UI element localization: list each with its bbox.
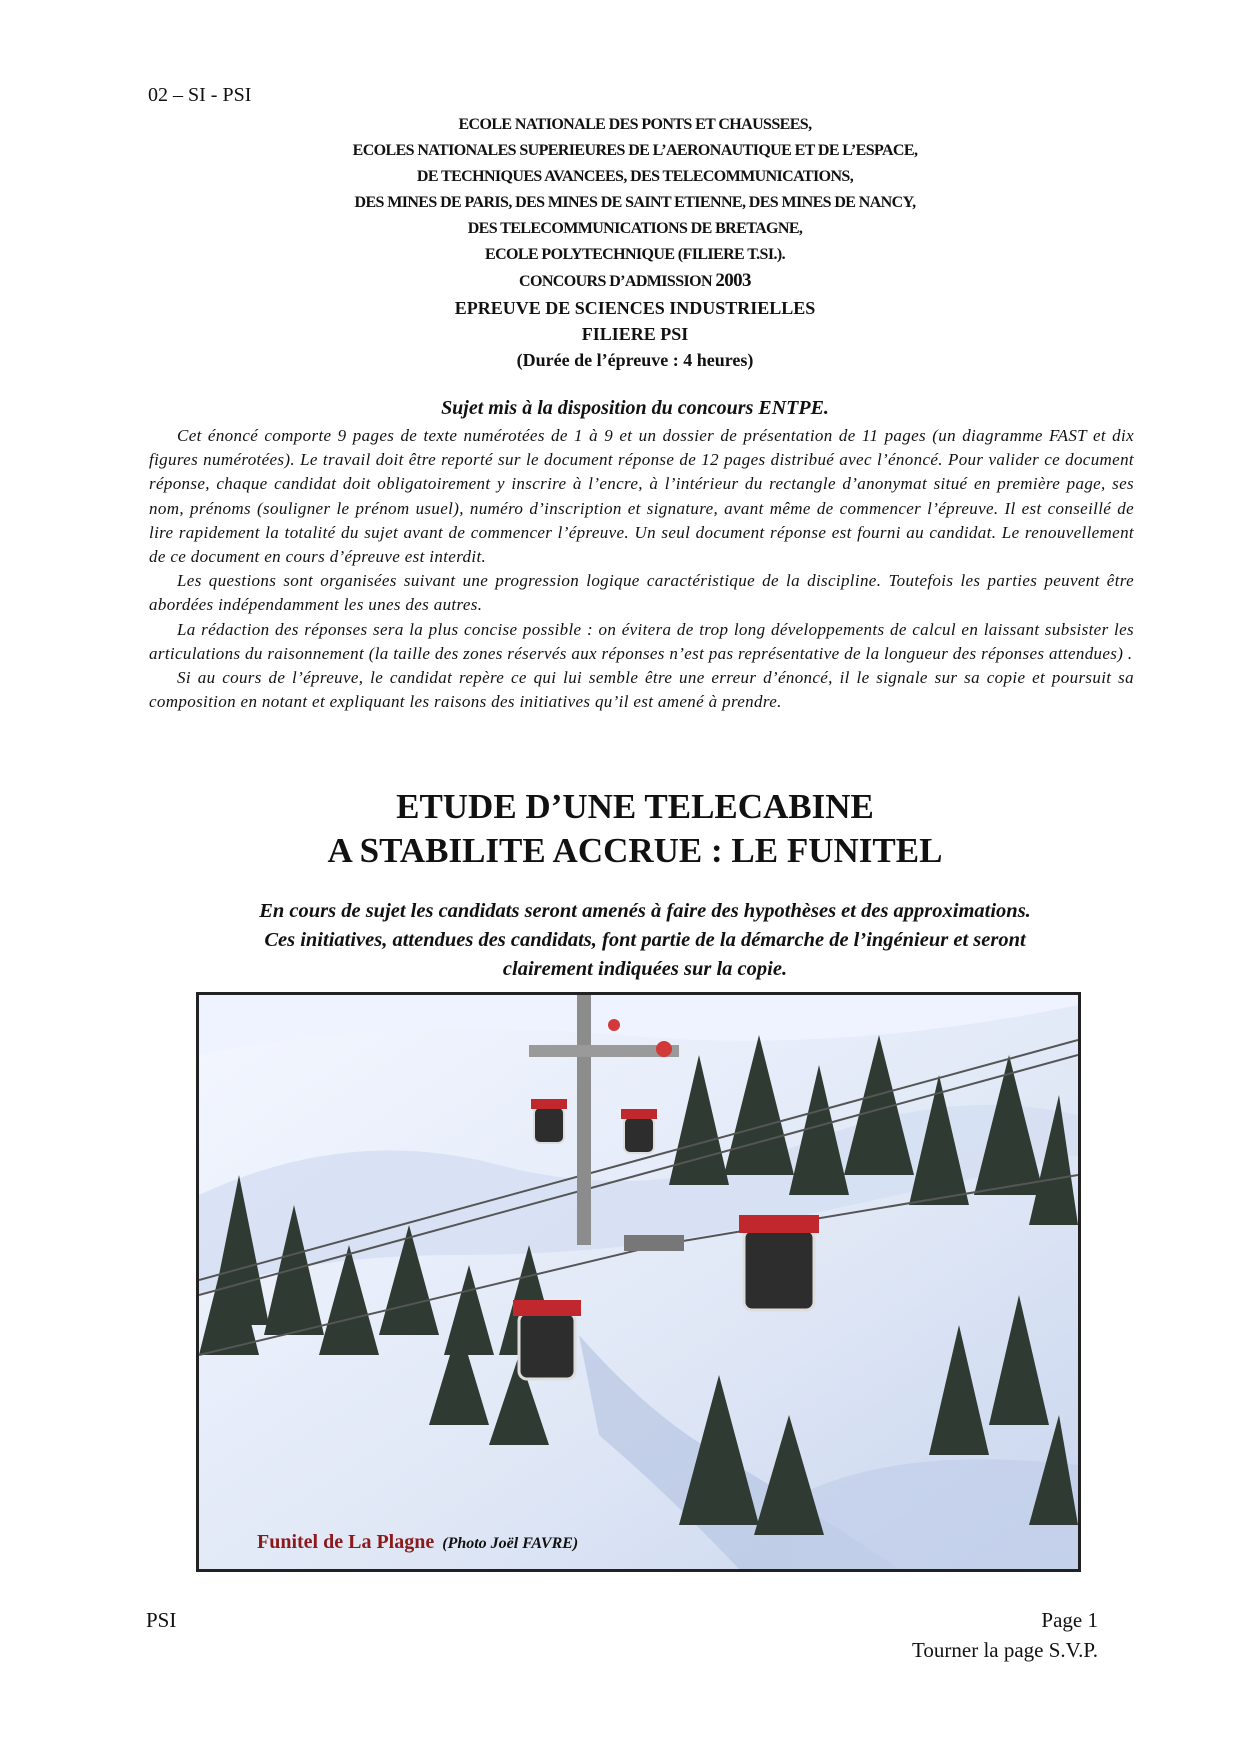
title-line-1: ETUDE D’UNE TELECABINE: [396, 787, 874, 826]
page-code: 02 – SI - PSI: [148, 84, 252, 106]
instruction-paragraph: La rédaction des réponses sera la plus concise possible : on évitera de trop long développements de calcul en laissant subsister les articulations du raisonnement (la taille des zones réservés aux réponses n’est pas représentative de la longueur des réponses attendues) .: [149, 619, 1134, 663]
header-line: DES MINES DE PARIS, DES MINES DE SAINT ETIENNE, DES MINES DE NANCY,: [354, 194, 916, 211]
note: [150, 897, 1140, 984]
instruction-paragraph: Cet énoncé comporte 9 pages de texte numérotées de 1 à 9 et un dossier de présentation de 11 pages (un diagramme FAST et dix figures numérotées). Le travail doit être reporté sur le document réponse de 12 pages distribué avec l’énoncé. Pour valider ce document réponse, chaque candidat doit obligatoirement y inscrire à l’encre, à l’intérieur du rectangle d’anonymat situé en première page, ses nom, prénoms (souligner le prénom usuel), numéro d’inscription et signature, avant même de commencer l’épreuve. Il est conseillé de lire rapidement la totalité du sujet avant de commencer l’épreuve. Un seul document réponse est fourni au candidat. Le renouvellement de ce document en cours d’épreuve est interdit.: [149, 426, 1134, 567]
header-line: ECOLE POLYTECHNIQUE (FILIERE T.SI.).: [485, 246, 785, 263]
turn-page-note: Tourner la page S.V.P.: [912, 1638, 1098, 1662]
photo-illustration: [199, 995, 1078, 1569]
title-line-2: A STABILITE ACCRUE : LE FUNITEL: [327, 831, 943, 870]
duration: (Durée de l’épreuve : 4 heures): [516, 350, 754, 370]
page-number: Page 1: [1041, 1608, 1098, 1632]
caption-credit: (Photo Joël FAVRE): [442, 1535, 579, 1552]
header-line: ECOLES NATIONALES SUPERIEURES DE L’AERONAUTIQUE ET DE L’ESPACE,: [352, 142, 918, 159]
instruction-paragraph: Les questions sont organisées suivant une progression logique caractéristique de la discipline. Toutefois les parties peuvent être abordées indépendamment les unes des autres.: [149, 571, 1134, 615]
instruction-paragraph: Si au cours de l’épreuve, le candidat repère ce qui lui semble être une erreur d’énoncé, il le signale sur sa copie et poursuit sa composition en notant et expliquant les raisons des initiatives qu’il est amené à prendre.: [149, 668, 1134, 712]
instructions: [149, 424, 1134, 714]
filiere-title: FILIERE PSI: [581, 324, 689, 344]
header-line: ECOLE NATIONALE DES PONTS ET CHAUSSEES,: [458, 116, 812, 133]
header-line: DE TECHNIQUES AVANCEES, DES TELECOMMUNICATIONS,: [416, 168, 854, 185]
epreuve-title: EPREUVE DE SCIENCES INDUSTRIELLES: [454, 298, 816, 318]
note-line-3: clairement indiquées sur la copie.: [502, 958, 788, 980]
exam-header: [150, 112, 1120, 373]
header-line: DES TELECOMMUNICATIONS DE BRETAGNE,: [467, 220, 803, 237]
concours-line: [150, 268, 1120, 295]
funitel-photo: [196, 992, 1081, 1572]
note-line-1: En cours de sujet les candidats seront amenés à faire des hypothèses et des approximations.: [259, 900, 1031, 922]
photo-caption: [257, 1531, 578, 1554]
concours-label: CONCOURS D’ADMISSION: [519, 273, 712, 290]
subject-line: Sujet mis à la disposition du concours ENTPE.: [441, 397, 829, 419]
concours-year: 2003: [715, 270, 751, 291]
main-title: [150, 785, 1120, 873]
footer-filiere: PSI: [146, 1608, 177, 1632]
note-line-2: Ces initiatives, attendues des candidats, font partie de la démarche de l’ingénieur et seront: [264, 929, 1026, 951]
caption-place: Funitel de La Plagne: [257, 1531, 435, 1553]
